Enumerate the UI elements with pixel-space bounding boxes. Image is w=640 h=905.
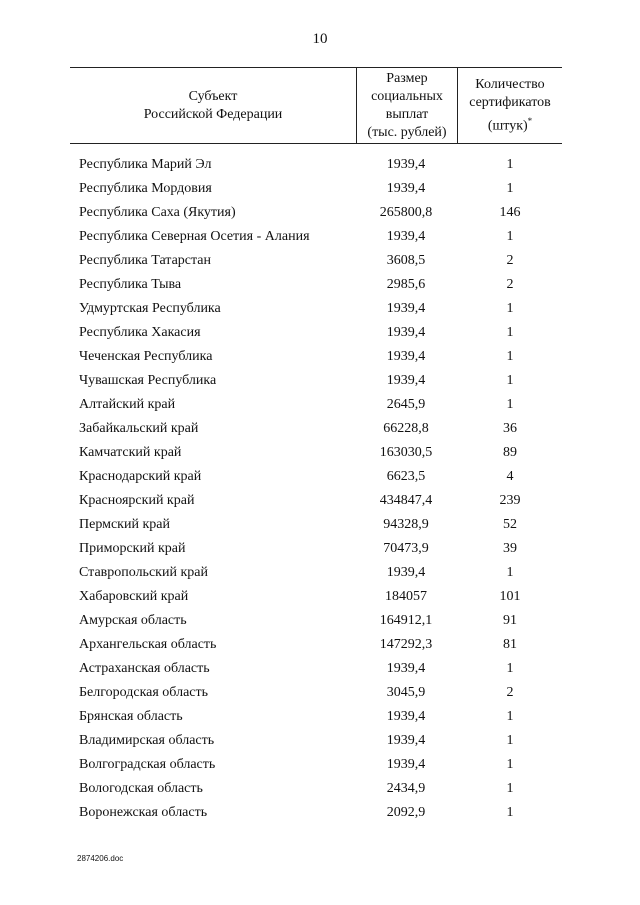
certificate-count: 1 — [506, 229, 514, 244]
payment-value: 1939,4 — [386, 157, 426, 172]
payment-value: 1939,4 — [386, 349, 426, 364]
region-name: Забайкальский край — [79, 421, 199, 436]
table-row — [70, 753, 562, 777]
certificate-count: 1 — [506, 181, 514, 196]
certificate-count: 1 — [506, 781, 514, 796]
payment-value: 1939,4 — [386, 565, 426, 580]
region-name: Камчатский край — [79, 445, 182, 460]
table-row — [70, 417, 562, 441]
certificate-count: 1 — [506, 397, 514, 412]
payment-value: 265800,8 — [379, 205, 433, 220]
table-header — [70, 67, 562, 144]
payment-value: 3045,9 — [386, 685, 426, 700]
payment-value: 164912,1 — [379, 613, 433, 628]
region-name: Брянская область — [79, 709, 183, 724]
payment-value: 70473,9 — [383, 541, 429, 556]
region-name: Удмуртская Республика — [79, 301, 221, 316]
payment-value: 1939,4 — [386, 325, 426, 340]
table-row — [70, 705, 562, 729]
table-row — [70, 177, 562, 201]
region-name: Красноярский край — [79, 493, 195, 508]
header-count-wrap — [469, 76, 551, 136]
payment-value: 6623,5 — [386, 469, 426, 484]
region-name: Республика Марий Эл — [79, 157, 212, 172]
payment-value: 184057 — [385, 589, 427, 604]
page-number: 10 — [312, 31, 328, 47]
certificate-count: 36 — [503, 421, 517, 436]
table-row — [70, 393, 562, 417]
payment-value: 94328,9 — [383, 517, 429, 532]
table-row — [70, 633, 562, 657]
region-name: Республика Татарстан — [79, 253, 212, 268]
header-subject-label: Субъект Российской Федерации — [143, 88, 283, 122]
certificate-count: 1 — [506, 733, 514, 748]
region-name: Белгородская область — [79, 685, 209, 700]
payment-value: 2645,9 — [386, 397, 426, 412]
payment-value: 1939,4 — [386, 709, 426, 724]
certificate-count: 2 — [506, 685, 514, 700]
table-row — [70, 801, 562, 825]
payment-value: 1939,4 — [386, 181, 426, 196]
region-name: Пермский край — [79, 517, 170, 532]
table-row — [70, 249, 562, 273]
payment-value: 147292,3 — [379, 637, 433, 652]
table-row — [70, 273, 562, 297]
region-name: Амурская область — [79, 613, 187, 628]
header-payment-label: Размер социальных выплат (тыс. рублей) — [367, 70, 447, 140]
certificate-count: 1 — [506, 565, 514, 580]
certificate-count: 2 — [506, 277, 514, 292]
certificate-count: 1 — [506, 709, 514, 724]
region-name: Вологодская область — [79, 781, 203, 796]
certificate-count: 1 — [506, 349, 514, 364]
table-row — [70, 465, 562, 489]
table-row — [70, 153, 562, 177]
payment-value: 3608,5 — [386, 253, 426, 268]
region-name: Ставропольский край — [79, 565, 208, 580]
table-row — [70, 201, 562, 225]
header-count — [458, 68, 562, 143]
region-name: Архангельская область — [79, 637, 217, 652]
region-name: Воронежская область — [79, 805, 208, 820]
region-name: Приморский край — [79, 541, 186, 556]
certificate-count: 39 — [503, 541, 517, 556]
region-name: Краснодарский край — [79, 469, 202, 484]
table-row — [70, 513, 562, 537]
region-name: Республика Саха (Якутия) — [79, 205, 236, 220]
payment-value: 2985,6 — [386, 277, 426, 292]
payment-value: 1939,4 — [386, 733, 426, 748]
table-row — [70, 537, 562, 561]
region-name: Чеченская Республика — [79, 349, 213, 364]
payment-value: 1939,4 — [386, 229, 426, 244]
table-row — [70, 657, 562, 681]
payment-value: 1939,4 — [386, 661, 426, 676]
table-row — [70, 369, 562, 393]
region-name: Хабаровский край — [79, 589, 189, 604]
table-row — [70, 321, 562, 345]
header-payment — [356, 68, 458, 143]
table-row — [70, 345, 562, 369]
payment-value: 2434,9 — [386, 781, 426, 796]
table-row — [70, 225, 562, 249]
table-row — [70, 609, 562, 633]
table-row — [70, 729, 562, 753]
certificate-count: 89 — [503, 445, 517, 460]
region-name: Республика Хакасия — [79, 325, 201, 340]
footnote-mark: * — [527, 115, 533, 126]
table-row — [70, 441, 562, 465]
region-name: Чувашская Республика — [79, 373, 217, 388]
certificate-count: 1 — [506, 661, 514, 676]
region-name: Республика Мордовия — [79, 181, 212, 196]
payment-value: 163030,5 — [379, 445, 433, 460]
table-row — [70, 297, 562, 321]
header-count-label: Количество сертификатов (штук) — [469, 76, 551, 134]
payment-value: 66228,8 — [383, 421, 429, 436]
table-row — [70, 585, 562, 609]
payment-value: 1939,4 — [386, 301, 426, 316]
certificate-count: 4 — [506, 469, 514, 484]
certificate-count: 1 — [506, 157, 514, 172]
region-name: Волгоградская область — [79, 757, 216, 772]
table-row — [70, 561, 562, 585]
certificate-count: 1 — [506, 805, 514, 820]
certificate-count: 239 — [499, 493, 521, 508]
payment-value: 2092,9 — [386, 805, 426, 820]
certificate-count: 52 — [503, 517, 517, 532]
region-name: Астраханская область — [79, 661, 210, 676]
table-row — [70, 681, 562, 705]
certificate-count: 1 — [506, 325, 514, 340]
payment-value: 1939,4 — [386, 373, 426, 388]
certificate-count: 1 — [506, 373, 514, 388]
region-name: Республика Тыва — [79, 277, 182, 292]
certificate-count: 81 — [503, 637, 517, 652]
certificate-count: 101 — [499, 589, 521, 604]
certificate-count: 146 — [499, 205, 521, 220]
certificate-count: 1 — [506, 757, 514, 772]
table-row — [70, 777, 562, 801]
certificate-count: 1 — [506, 301, 514, 316]
region-name: Владимирская область — [79, 733, 215, 748]
certificate-count: 2 — [506, 253, 514, 268]
header-subject — [70, 68, 356, 143]
region-name: Республика Северная Осетия - Алания — [79, 229, 310, 244]
table-body — [70, 153, 562, 825]
payment-value: 1939,4 — [386, 757, 426, 772]
certificate-count: 91 — [503, 613, 517, 628]
document-code: 2874206.doc — [77, 854, 124, 863]
table-row — [70, 489, 562, 513]
payment-value: 434847,4 — [379, 493, 433, 508]
region-name: Алтайский край — [79, 397, 176, 412]
